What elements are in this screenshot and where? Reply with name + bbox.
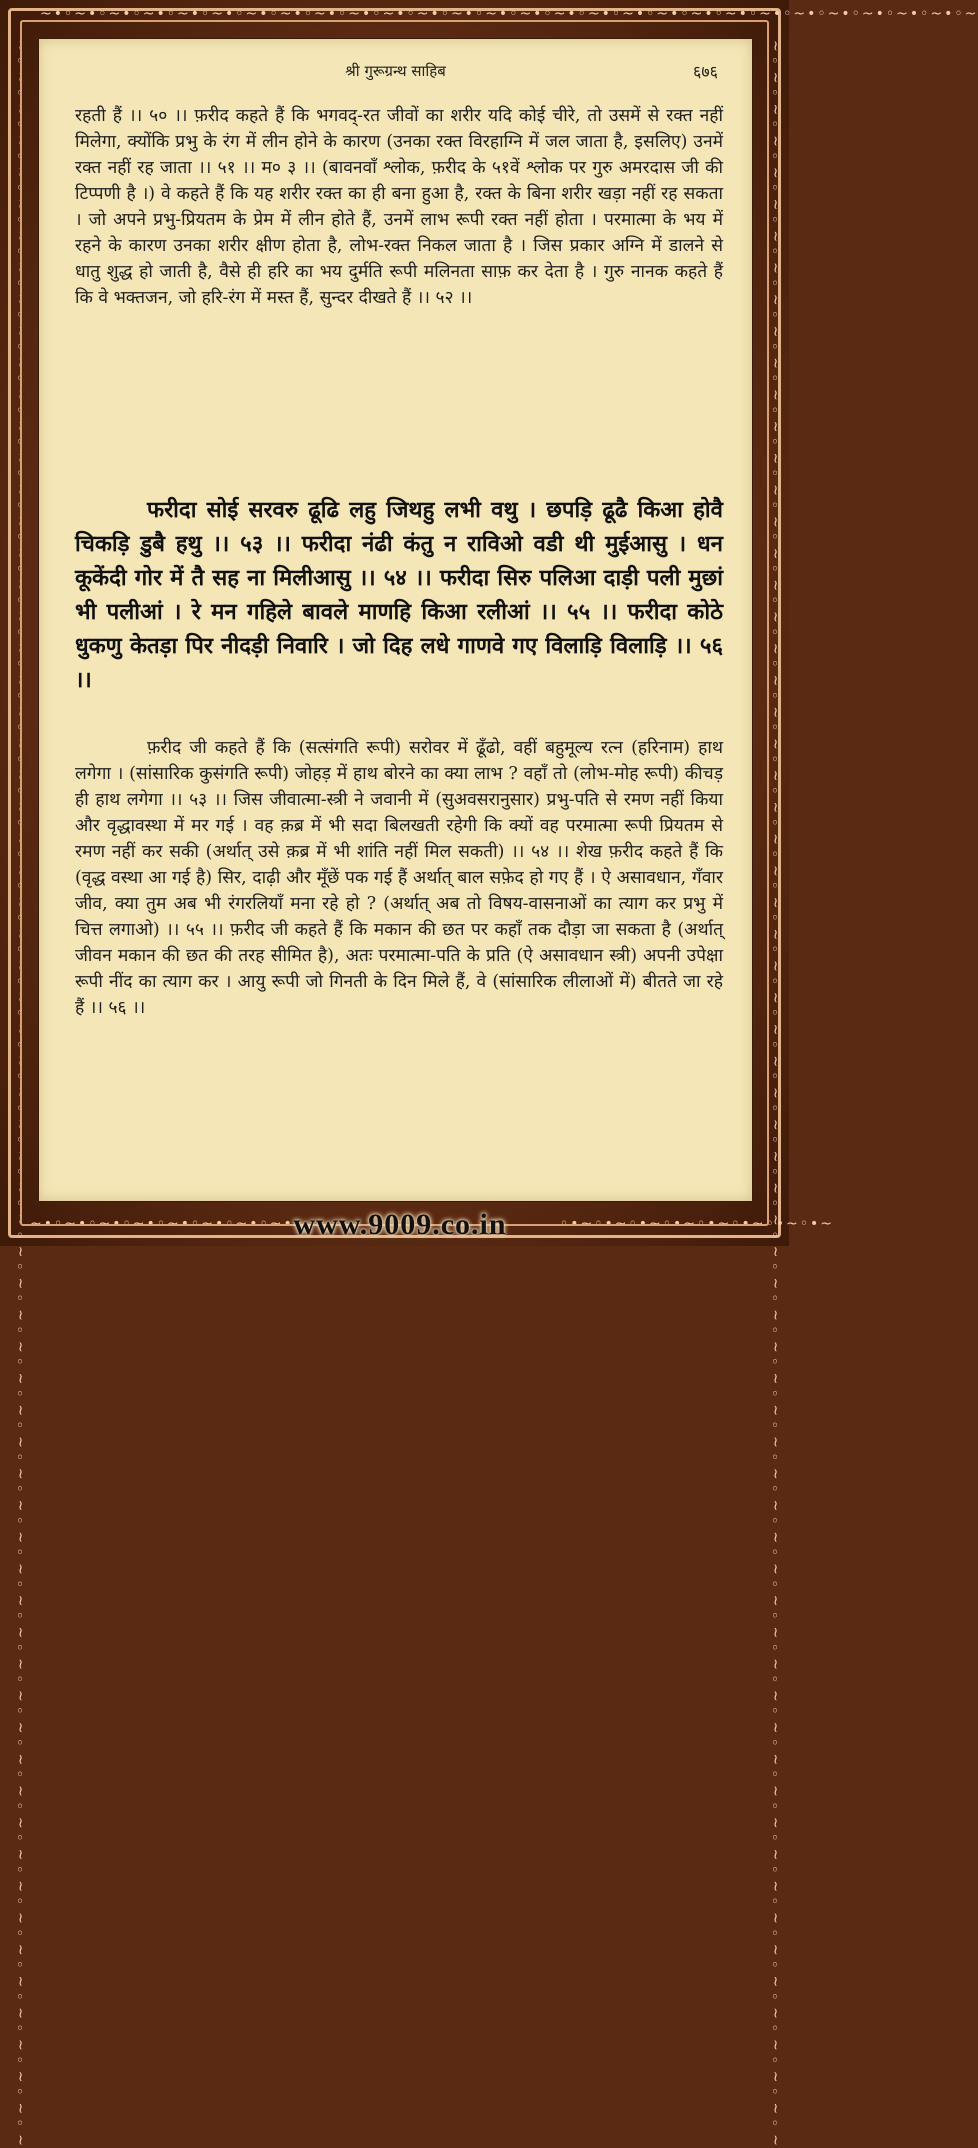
page-title: श्री गुरूग्रन्थ साहिब xyxy=(345,62,446,80)
right-ornament-icon: ~◦~◦~◦~◦~◦~◦~◦~◦~◦~◦~◦~◦~◦~◦~◦~◦~◦~◦~◦~◦~◦~◦~◦~◦~◦~◦~◦~◦~◦~◦~◦~◦~◦~◦~◦~◦~◦~◦~◦~◦~◦~◦~◦~◦~◦~◦~◦~◦~◦~◦~◦~◦~◦~◦~◦~◦~◦~◦~◦~◦~◦~◦~◦~◦~◦~◦~ xyxy=(767,40,783,2148)
page-number: ६७६ xyxy=(693,62,718,81)
commentary-paragraph-1: रहती हैं ।। ५० ।। फ़रीद कहते हैं कि भगवद्-रत जीवों का शरीर यदि कोई चीरे, तो उसमें से रक्त नहीं मिलेगा, क्योंकि प्रभु के रंग में लीन होने के कारण (उनका रक्त विरहाग्नि में जल जाता है, इसलिए) उनमें रक्त नहीं रह जाता ।। ५१ ।। म० ३ ।। (बावनवाँ श्लोक, फ़रीद के ५१वें श्लोक पर गुरु अमरदास जी की टिप्पणी है ।) वे कहते हैं कि यह शरीर रक्त का ही बना हुआ है, रक्त के बिना शरीर खड़ा नहीं रह सकता । जो अपने प्रभु-प्रियतम के प्रेम में लीन होते हैं, उनमें लाभ रूपी रक्त नहीं होता । परमात्मा के भय में रहने के कारण उनका शरीर क्षीण होता है, लोभ-रक्त निकल जाता है । जिस प्रकार अग्नि में डालने से धातु शुद्ध हो जाती है, वैसे ही हरि का भय दुर्मति रूपी मलिनता साफ़ कर देता है । गुरु नानक कहते हैं कि वे भक्तजन, जो हरि-रंग में मस्त हैं, सुन्दर दीखते हैं ।। ५२ ।। xyxy=(75,106,723,308)
bottom-left-ornament-icon: ~•◦~•◦~•◦~•◦~•◦~•◦~•◦~•◦ xyxy=(30,1216,304,1232)
shabad-verse-block: फरीदा सोई सरवरु ढूढि लहु जिथहु लभी वथु । छपड़ि ढूढै किआ होवै चिकड़ि डुबै हथु ।। ५३ ।। फरीदा नंढी कंतु न राविओ वडी थी मुईआसु । धन कूकेंदी गोर में तै सह ना मिलीआसु ।। ५४ ।। फरीदा सिरु पलिआ दाड़ी पली मुछां भी पलीआं । रे मन गहिले बावले माणहि किआ रलीआं ।। ५५ ।। फरीदा कोठे धुकणु केतड़ा पिर नीदड़ी निवारि । जो दिह लधे गाणवे गए विलाड़ि विलाड़ि ।। ५६ ।। xyxy=(75,497,723,693)
scripture-page xyxy=(38,38,753,1202)
bottom-right-ornament-icon: ◦•~◦•~◦•~◦•~◦•~◦•~◦•~◦•~ xyxy=(560,1216,834,1232)
commentary-paragraph-2: फ़रीद जी कहते हैं कि (सत्संगति रूपी) सरोवर में ढूँढो, वहीं बहुमूल्य रत्न (हरिनाम) हाथ लगेगा । (सांसारिक कुसंगति रूपी) जोहड़ में हाथ बोरने का क्या लाभ ? वहाँ तो (लोभ-मोह रूपी) कीचड़ ही हाथ लगेगा ।। ५३ ।। जिस जीवात्मा-स्त्री ने जवानी में (सुअवसरानुसार) प्रभु-पति से रमण नहीं किया और वृद्धावस्था में मर गई । वह क़ब्र में भी सदा बिलखती रहेगी कि क्यों वह परमात्मा रूपी प्रियतम से रमण नहीं कर सकी (अर्थात् उसे क़ब्र में भी शांति नहीं मिल सकती) ।। ५४ ।। शेख फ़रीद कहते हैं कि (वृद्ध वस्था आ गई है) सिर, दाढ़ी और मूँछें पक गई हैं अर्थात् बाल सफ़ेद हो गए हैं । ऐ असावधान, गँवार जीव, क्या तुम अब भी रंगरलियाँ मना रहे हो ? (अर्थात् अब तो विषय-वासनाओं का त्याग कर प्रभु में चित्त लगाओ) ।। ५५ ।। फ़रीद जी कहते हैं कि मकान की छत पर कहाँ तक दौड़ा जा सकता है (अर्थात् जीवन मकान की छत की तरह सीमित है), अतः परमात्मा-पति के प्रति (ऐ असावधान स्त्री) अपनी उपेक्षा रूपी नींद का त्याग कर । आयु रूपी जो गिनती के दिन मिले हैं, वे (सांसारिक लीलाओं में) बीतते जा रहे हैं ।। ५६ ।। xyxy=(75,738,723,1018)
top-ornament-icon: ~•◦~•◦~•◦~•◦~•◦~•◦~•◦~•◦~•◦~•◦~•◦~•◦~•◦~•◦~•◦~•◦~•◦~•◦~•◦~•◦~•◦~•◦~•◦~•◦~•◦~•◦~•◦~ xyxy=(40,6,978,22)
left-ornament-icon: ~◦~◦~◦~◦~◦~◦~◦~◦~◦~◦~◦~◦~◦~◦~◦~◦~◦~◦~◦~◦~◦~◦~◦~◦~◦~◦~◦~◦~◦~◦~◦~◦~◦~◦~◦~◦~◦~◦~◦~◦~◦~◦~◦~◦~◦~◦~◦~◦~◦~◦~◦~◦~◦~◦~◦~◦~◦~◦~◦~◦~◦~◦~◦~◦~◦~◦~ xyxy=(12,40,28,2148)
website-url: www.9009.co.in xyxy=(293,1208,507,1241)
